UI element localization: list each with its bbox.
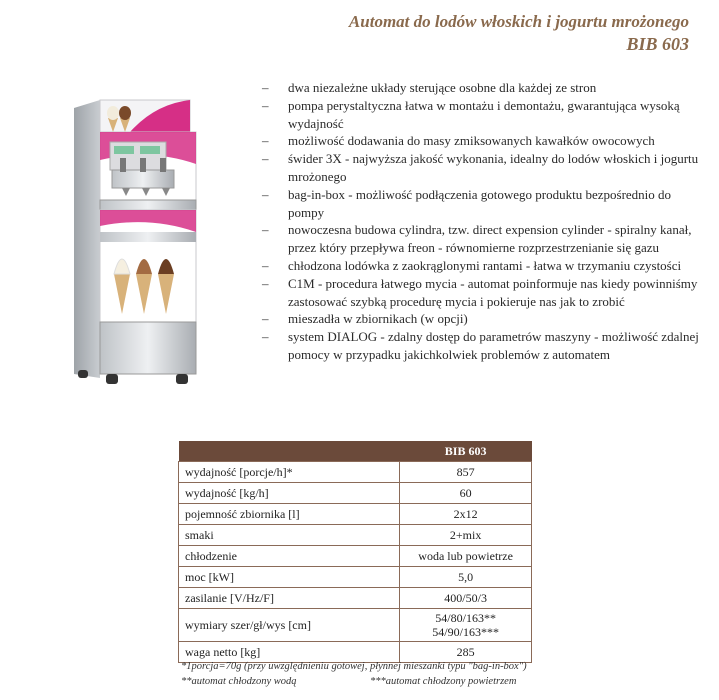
- list-bullet: –: [262, 275, 269, 291]
- list-bullet: –: [262, 186, 269, 202]
- feature-list: [262, 79, 707, 364]
- table-row: [179, 642, 532, 663]
- spec-value: 857: [400, 462, 532, 483]
- spec-value-water: 54/80/163**: [435, 611, 496, 625]
- list-bullet: –: [262, 151, 269, 167]
- table-row: [179, 483, 532, 504]
- table-row: [179, 567, 532, 588]
- table-row: [179, 525, 532, 546]
- feature-text: mieszadła w zbiornikach (w opcji): [288, 311, 468, 327]
- list-bullet: –: [262, 133, 269, 149]
- spec-label: smaki: [179, 525, 400, 546]
- list-item: [262, 310, 707, 328]
- spec-label: zasilanie [V/Hz/F]: [179, 588, 400, 609]
- model-name: BIB 603: [626, 34, 689, 54]
- soft-serve-machine-image: [70, 98, 220, 390]
- spec-label: chłodzenie: [179, 546, 400, 567]
- spec-value-air: 54/90/163***: [432, 625, 499, 639]
- feature-text: pompa perystaltyczna łatwa w montażu i demontażu, gwarantująca wysoką wydajność: [288, 97, 680, 131]
- page-title: Automat do lodów włoskich i jogurtu mrożonego: [348, 12, 689, 31]
- list-item: [262, 186, 707, 222]
- table-row: [179, 609, 532, 642]
- spec-value: 2x12: [400, 504, 532, 525]
- list-bullet: –: [262, 329, 269, 345]
- spec-label: pojemność zbiornika [l]: [179, 504, 400, 525]
- list-bullet: –: [262, 257, 269, 273]
- spec-label: wydajność [kg/h]: [179, 483, 400, 504]
- list-item: [262, 97, 707, 133]
- spec-value: 2+mix: [400, 525, 532, 546]
- spec-header-label: [179, 441, 400, 462]
- spec-value: 285: [400, 642, 532, 663]
- feature-text: bag-in-box - możliwość podłączenia gotowego produktu bezpośrednio do pompy: [288, 186, 672, 220]
- list-bullet: –: [262, 311, 269, 327]
- list-item: [262, 132, 707, 150]
- spec-value: 5,0: [400, 567, 532, 588]
- spec-value: 60: [400, 483, 532, 504]
- footnote-water: **automat chłodzony wodą: [181, 676, 297, 687]
- feature-text: C1M - procedura łatwego mycia - automat poinformuje nas kiedy powinniśmy zastosować szybką procedurę mycia i pokieruje nas jak to zrobić: [288, 275, 698, 309]
- list-item: [262, 328, 707, 364]
- spec-value: woda lub powietrze: [400, 546, 532, 567]
- feature-text: nowoczesna budowa cylindra, tzw. direct expension cylinder - spiralny kanał, przez który przepływa freon - równomierne rozprzestrzenianie się gazu: [288, 222, 692, 256]
- list-item: [262, 257, 707, 275]
- spec-header-row: [179, 441, 532, 462]
- list-item: [262, 79, 707, 97]
- spec-value: [400, 609, 532, 642]
- list-bullet: –: [262, 80, 269, 95]
- list-item: [262, 221, 707, 257]
- table-row: [179, 546, 532, 567]
- feature-text: możliwość dodawania do masy zmiksowanych kawałków owocowych: [288, 133, 655, 149]
- list-bullet: –: [262, 222, 269, 238]
- spec-value: 400/50/3: [400, 588, 532, 609]
- spec-table: [178, 441, 532, 663]
- table-row: [179, 588, 532, 609]
- spec-label: wydajność [porcje/h]*: [179, 462, 400, 483]
- list-item: [262, 150, 707, 186]
- spec-label: moc [kW]: [179, 567, 400, 588]
- table-row: [179, 504, 532, 525]
- list-item: [262, 275, 707, 311]
- spec-header-model: BIB 603: [400, 441, 532, 462]
- list-bullet: –: [262, 97, 269, 113]
- feature-text: świder 3X - najwyższa jakość wykonania, idealny do lodów włoskich i jogurtu mrożonego: [288, 151, 699, 184]
- feature-text: chłodzona lodówka z zaokrąglonymi rantami - łatwa w trzymaniu czystości: [288, 257, 682, 273]
- footnote-portion: *1porcja=70g (przy uwzględnieniu gotowej, płynnej mieszanki typu "bag-in-box"): [181, 661, 527, 672]
- footnote-air: ***automat chłodzony powietrzem: [370, 676, 517, 687]
- feature-text: dwa niezależne układy sterujące osobne dla każdej ze stron: [288, 80, 597, 95]
- spec-label: waga netto [kg]: [179, 642, 400, 663]
- feature-text: system DIALOG - zdalny dostęp do parametrów maszyny - możliwość zdalnej pomocy w przypadku jakichkolwiek problemów z automatem: [288, 329, 699, 362]
- table-row: [179, 462, 532, 483]
- spec-label: wymiary szer/gł/wys [cm]: [179, 609, 400, 642]
